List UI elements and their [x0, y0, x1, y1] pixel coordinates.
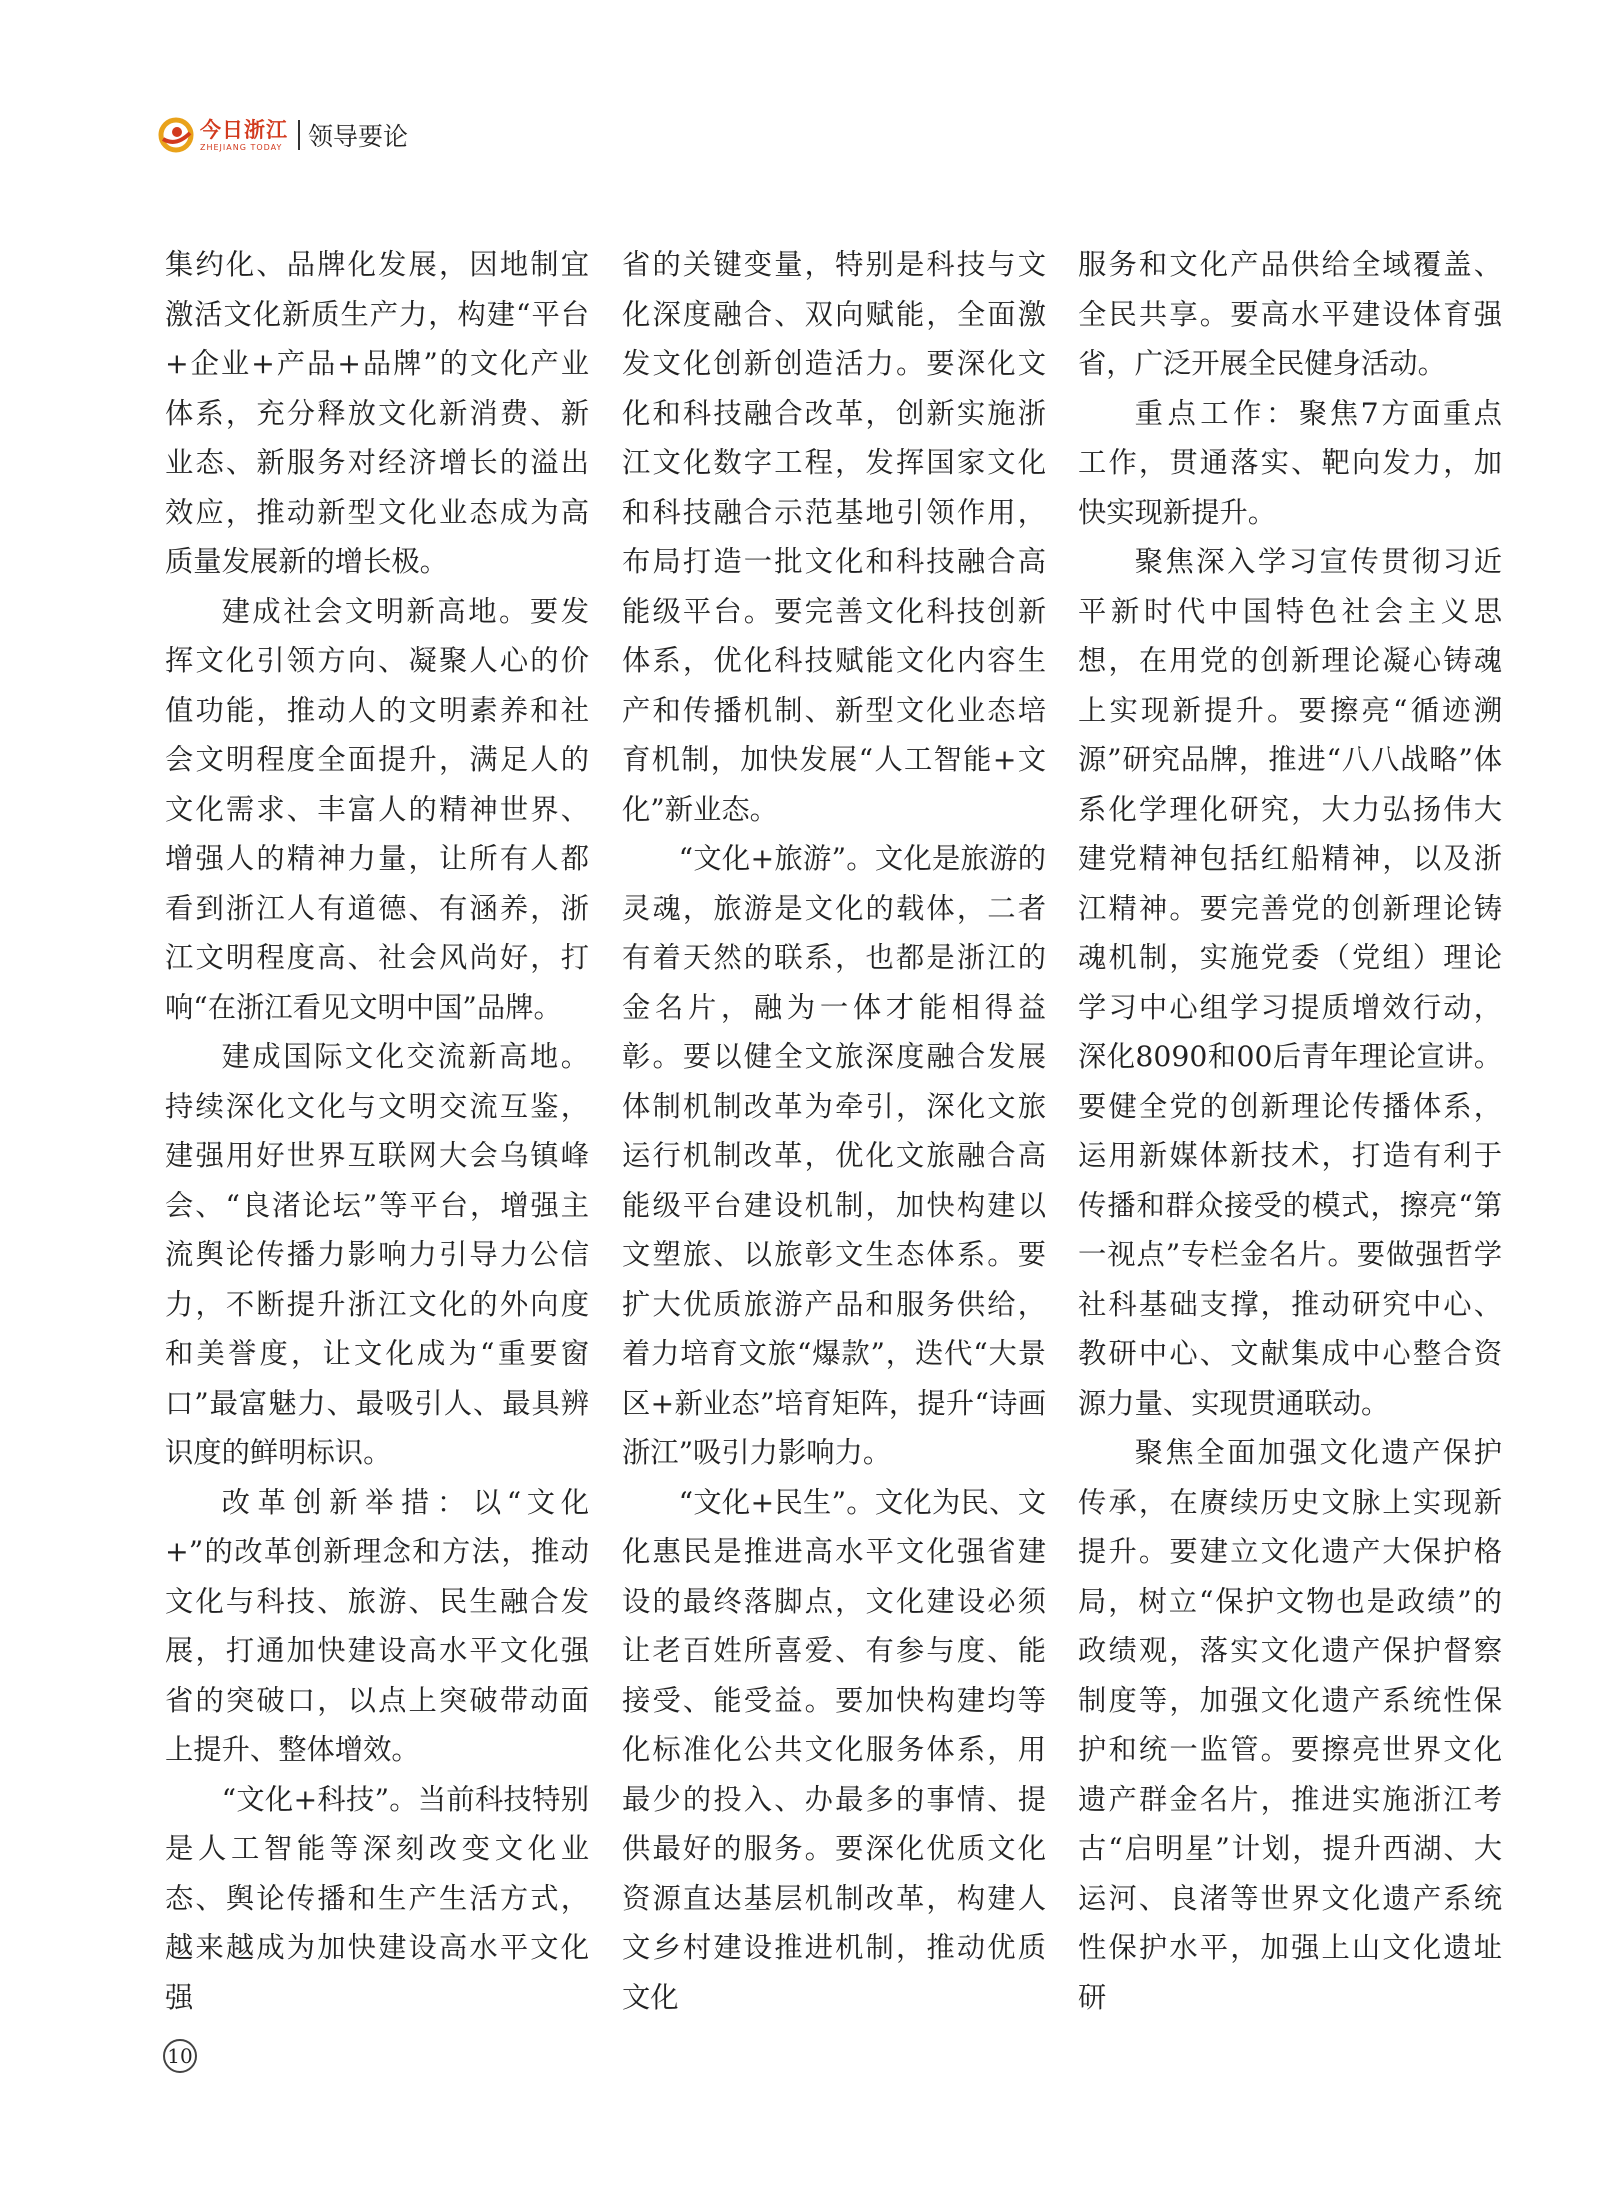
article-column-1: [165, 240, 589, 2070]
paragraph: 省的关键变量，特别是科技与文化深度融合、双向赋能，全面激发文化创新创造活力。要深化文化和科技融合改革，创新实施浙江文化数字工程，发挥国家文化和科技融合示范基地引领作用，布局打造一批文化和科技融合高能级平台。要完善文化科技创新体系，优化科技赋能文化内容生产和传播机制、新型文化业态培育机制，加快发展“人工智能+文化”新业态。: [622, 248, 1046, 826]
section-title: 领导要论: [308, 122, 409, 151]
logo-title: 今日浙江: [200, 116, 288, 142]
paragraph: 聚焦全面加强文化遗产保护传承，在赓续历史文脉上实现新提升。要建立文化遗产大保护格局，树立“保护文物也是政绩”的政绩观，落实文化遗产保护督察制度等，加强文化遗产系统性保护和统一监管。要擦亮世界文化遗产群金名片，推进实施浙江考古“启明星”计划，提升西湖、大运河、良渚等世界文化遗产系统性保护水平，加强上山文化遗址研: [1078, 1436, 1502, 2014]
subheading-label: 改革创新举措：: [221, 1485, 473, 1519]
paragraph-text: 聚焦7方面重点工作，贯通落实、靶向发力，加快实现新提升。: [1078, 396, 1502, 529]
paragraph: [1078, 389, 1502, 538]
zhejiang-today-logo-icon: [158, 117, 194, 153]
article-column-3: [1078, 240, 1502, 2070]
logo-text: [200, 116, 288, 152]
paragraph: 建成社会文明新高地。要发挥文化引领方向、凝聚人心的价值功能，推动人的文明素养和社会文明程度全面提升，满足人的文化需求、丰富人的精神世界、增强人的精神力量，让所有人都看到浙江人有道德、有涵养，浙江文明程度高、社会风尚好，打响“在浙江看见文明中国”品牌。: [165, 594, 589, 1024]
header-divider: [298, 120, 300, 150]
article-column-2: [622, 240, 1046, 2070]
paragraph: “文化+旅游”。文化是旅游的灵魂，旅游是文化的载体，二者有着天然的联系，也都是浙江的金名片，融为一体才能相得益彰。要以健全文旅深度融合发展体制机制改革为牵引，深化文旅运行机制改革，优化文旅融合高能级平台建设机制，加快构建以文塑旅、以旅彰文生态体系。要扩大优质旅游产品和服务供给，着力培育文旅“爆款”，迭代“大景区+新业态”培育矩阵，提升“诗画浙江”吸引力影响力。: [622, 842, 1046, 1469]
page-header: [158, 112, 408, 158]
paragraph: 服务和文化产品供给全域覆盖、全民共享。要高水平建设体育强省，广泛开展全民健身活动。: [1078, 248, 1502, 380]
page-number: 10: [163, 2039, 197, 2073]
paragraph: “文化+科技”。当前科技特别是人工智能等深刻改变文化业态、舆论传播和生产生活方式，越来越成为加快建设高水平文化强: [165, 1782, 589, 2014]
paragraph: 集约化、品牌化发展，因地制宜激活文化新质生产力，构建“平台+企业+产品+品牌”的文化产业体系，充分释放文化新消费、新业态、新服务对经济增长的溢出效应，推动新型文化业态成为高质量发展新的增长极。: [165, 248, 589, 578]
paragraph: [165, 1478, 589, 1775]
paragraph-text: 以“文化+”的改革创新理念和方法，推动文化与科技、旅游、民生融合发展，打通加快建设高水平文化强省的突破口，以点上突破带动面上提升、整体增效。: [165, 1485, 589, 1766]
subheading-label: 重点工作：: [1134, 396, 1299, 430]
logo-subtitle: ZHEJIANG TODAY: [200, 142, 283, 152]
paragraph: 聚焦深入学习宣传贯彻习近平新时代中国特色社会主义思想，在用党的创新理论凝心铸魂上实现新提升。要擦亮“循迹溯源”研究品牌，推进“八八战略”体系化学理化研究，大力弘扬伟大建党精神包括红船精神，以及浙江精神。要完善党的创新理论铸魂机制，实施党委（党组）理论学习中心组学习提质增效行动，深化8090和00后青年理论宣讲。要健全党的创新理论传播体系，运用新媒体新技术，打造有利于传播和群众接受的模式，擦亮“第一视点”专栏金名片。要做强哲学社科基础支撑，推动研究中心、教研中心、文献集成中心整合资源力量、实现贯通联动。: [1078, 545, 1502, 1420]
paragraph: 建成国际文化交流新高地。持续深化文化与文明交流互鉴，建强用好世界互联网大会乌镇峰会、“良渚论坛”等平台，增强主流舆论传播力影响力引导力公信力，不断提升浙江文化的外向度和美誉度，让文化成为“重要窗口”最富魅力、最吸引人、最具辨识度的鲜明标识。: [165, 1040, 589, 1469]
paragraph: “文化+民生”。文化为民、文化惠民是推进高水平文化强省建设的最终落脚点，文化建设必须让老百姓所喜爱、有参与度、能接受、能受益。要加快构建均等化标准化公共文化服务体系，用最少的投入、办最多的事情、提供最好的服务。要深化优质文化资源直达基层机制改革，构建人文乡村建设推进机制，推动优质文化: [622, 1485, 1046, 2014]
